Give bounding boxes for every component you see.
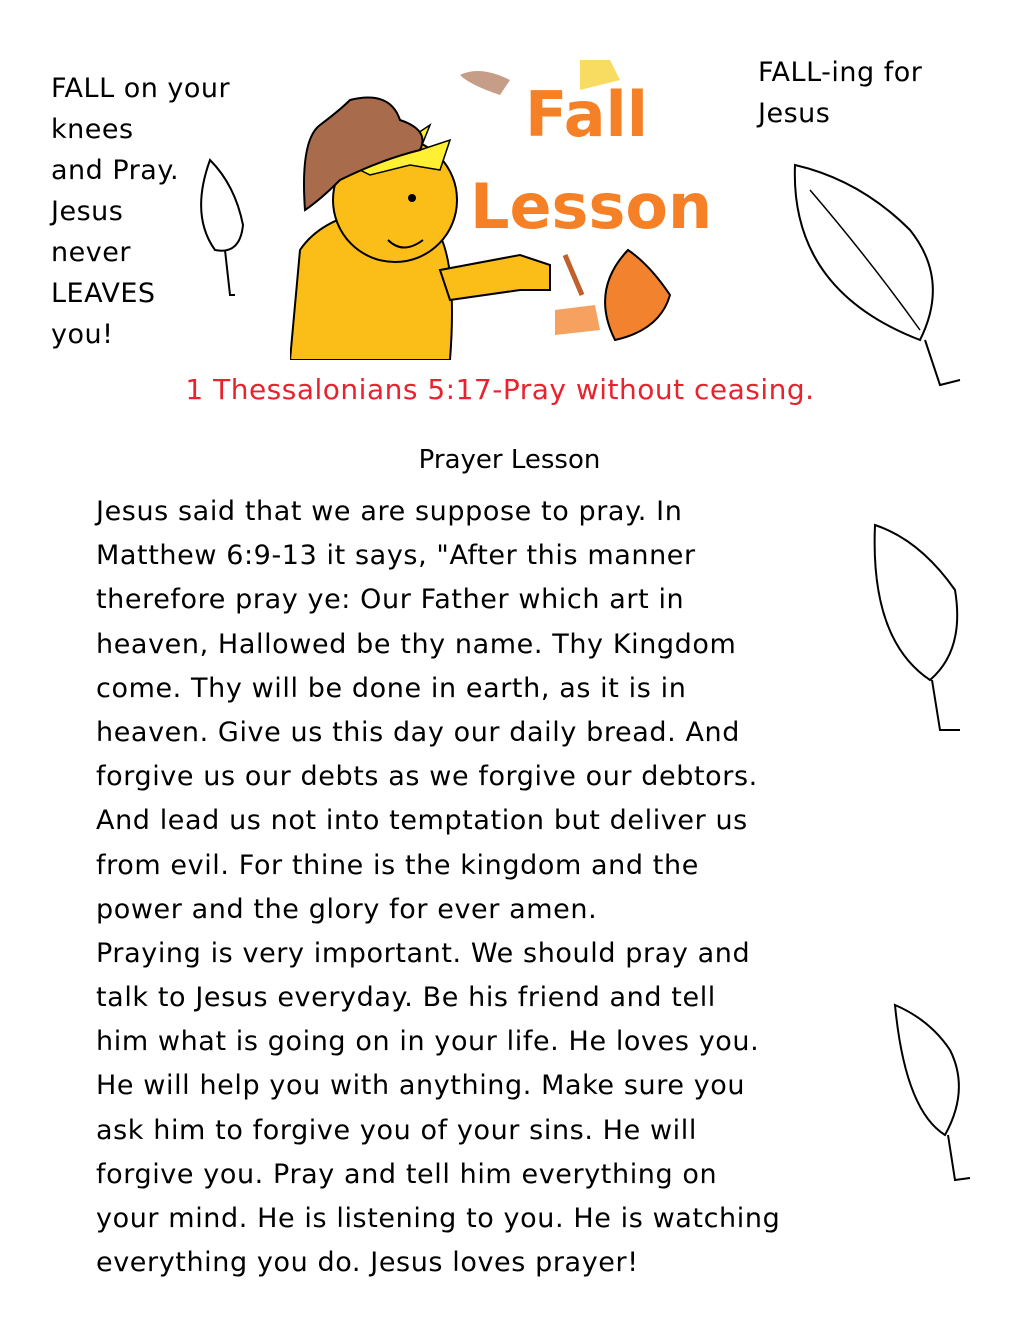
- body-line: your mind. He is listening to you. He is watching: [96, 1203, 781, 1234]
- body-line: Matthew 6:9-13 it says, "After this manner: [96, 540, 696, 572]
- body-line: forgive us our debts as we forgive our debtors.: [96, 761, 758, 793]
- right-note-line: Jesus: [758, 98, 831, 129]
- title-fall: Fall: [525, 78, 649, 151]
- bible-verse: 1 Thessalonians 5:17-Pray without ceasing.: [185, 373, 815, 406]
- leaf-outline-icon: [790, 160, 970, 395]
- body-line: him what is going on in your life. He loves you.: [96, 1026, 760, 1058]
- body-line: heaven. Give us this day our daily bread. And: [96, 716, 740, 748]
- body-line: forgive you. Pray and tell him everything on: [96, 1158, 718, 1190]
- left-note-line: LEAVES: [51, 278, 156, 309]
- left-note-line: and Pray.: [51, 155, 180, 186]
- title-lesson: Lesson: [470, 170, 713, 243]
- body-line: everything you do. Jesus loves prayer!: [96, 1247, 639, 1279]
- crayon-scribble-brown: [460, 71, 510, 95]
- body-line: heaven, Hallowed be thy name. Thy Kingdom: [96, 628, 737, 660]
- left-note-line: you!: [51, 319, 114, 350]
- pencil: [565, 255, 582, 295]
- body-line: come. Thy will be done in earth, as it is in: [96, 672, 687, 704]
- left-note-line: never: [51, 237, 131, 268]
- left-note-line: Jesus: [51, 196, 124, 227]
- body-line: ask him to forgive you of your sins. He will: [96, 1114, 697, 1146]
- left-note-line: FALL on your: [51, 73, 231, 104]
- body-line: And lead us not into temptation but deliver us: [96, 805, 748, 837]
- eye: [408, 194, 416, 202]
- leaf-outline-icon: [195, 155, 255, 305]
- body-line: power and the glory for ever amen.: [96, 893, 598, 925]
- scarecrow-arm: [440, 255, 550, 300]
- body-line: Praying is very important. We should pray and: [96, 937, 751, 969]
- orange-leaf: [605, 250, 670, 340]
- body-line: therefore pray ye: Our Father which art in: [96, 584, 685, 616]
- right-note: [758, 52, 922, 134]
- leaf-outline-icon: [890, 1000, 980, 1185]
- body-line: He will help you with anything. Make sure you: [96, 1070, 746, 1102]
- body-line: talk to Jesus everyday. Be his friend and tell: [96, 982, 716, 1014]
- right-note-line: FALL-ing for: [758, 57, 923, 88]
- leaf-outline-icon: [870, 520, 970, 735]
- body-line: from evil. For thine is the kingdom and the: [96, 849, 699, 881]
- body-line: Jesus said that we are suppose to pray. In: [96, 496, 683, 527]
- lesson-body: [96, 490, 780, 1285]
- left-note-line: knees: [51, 114, 134, 145]
- lesson-subtitle: Prayer Lesson: [418, 445, 601, 475]
- crayon-scribble-orange: [555, 305, 600, 335]
